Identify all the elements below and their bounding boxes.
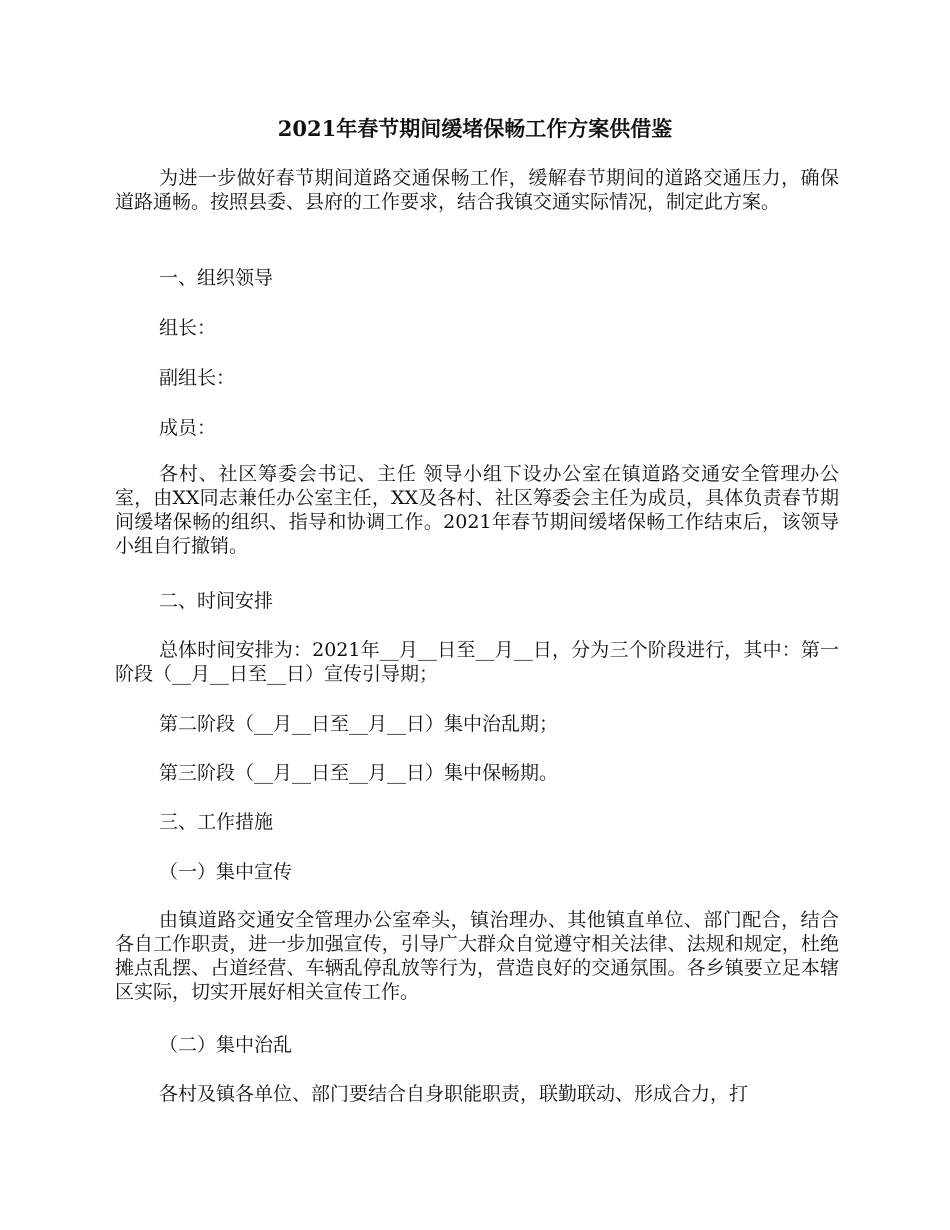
- members-paragraph: 各村、社区筹委会书记、主任 领导小组下设办公室在镇道路交通安全管理办公室，由XX同志兼任办公室主任，XX及各村、社区筹委会主任为成员，具体负责春节期间缓堵保畅的组织、指导和协调工作。2021年春节期间缓堵保畅工作结束后，该领导小组自行撤销。: [115, 463, 839, 557]
- subsection-heading-rectification: （二）集中治乱: [159, 1034, 293, 1056]
- section-heading-organization: 一、组织领导: [159, 267, 274, 289]
- members-label: 成员：: [159, 417, 217, 439]
- publicity-paragraph: 由镇道路交通安全管理办公室牵头，镇治理办、其他镇直单位、部门配合，结合各自工作职责，进一步加强宣传，引导广大群众自觉遵守相关法律、法规和规定，杜绝摊点乱摆、占道经营、车辆乱停乱放等行为，营造良好的交通氛围。各乡镇要立足本辖区实际，切实开展好相关宣传工作。: [115, 909, 839, 1003]
- section-heading-measures: 三、工作措施: [159, 811, 274, 833]
- leader-label: 组长：: [159, 317, 217, 339]
- rectification-paragraph: 各村及镇各单位、部门要结合自身职能职责，联勤联动、形成合力，打: [159, 1083, 749, 1105]
- intro-paragraph: 为进一步做好春节期间道路交通保畅工作，缓解春节期间的道路交通压力，确保道路通畅。按照县委、县府的工作要求，结合我镇交通实际情况，制定此方案。: [115, 167, 839, 213]
- document-title: 2021年春节期间缓堵保畅工作方案供借鉴: [277, 116, 673, 141]
- phase3-line: 第三阶段（__月__日至__月__日）集中保畅期。: [159, 762, 559, 784]
- subsection-heading-publicity: （一）集中宣传: [159, 861, 293, 883]
- section-heading-schedule: 二、时间安排: [159, 590, 274, 612]
- schedule-paragraph: 总体时间安排为：2021年__月__日至__月__日，分为三个阶段进行，其中：第一阶段（__月__日至__日）宣传引导期；: [115, 639, 839, 685]
- deputy-leader-label: 副组长：: [159, 367, 236, 389]
- phase2-line: 第二阶段（__月__日至__月__日）集中治乱期；: [159, 713, 559, 735]
